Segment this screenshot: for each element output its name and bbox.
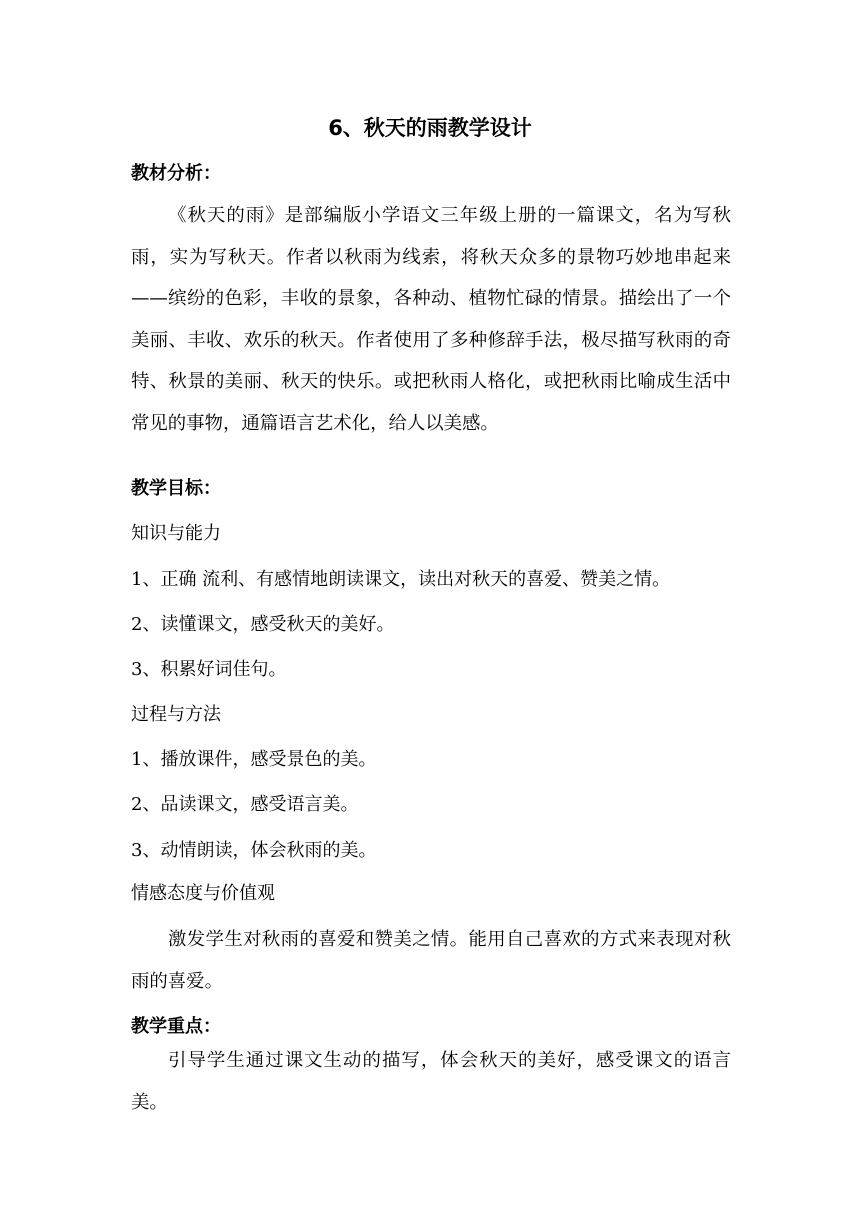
subheading-emotion-values: 情感态度与价值观 <box>131 883 275 904</box>
heading-material-analysis: 教材分析： <box>131 163 221 184</box>
goal-knowledge-item: 2、读懂课文，感受秋天的美好。 <box>131 614 395 635</box>
goal-knowledge-item: 1、正确 流利、有感情地朗读课文，读出对秋天的喜爱、赞美之情。 <box>131 569 671 590</box>
document-title: 6、秋天的雨教学设计 <box>328 116 532 140</box>
goal-process-item: 3、动情朗读，体会秋雨的美。 <box>131 840 377 861</box>
analysis-paragraph: 《秋天的雨》是部编版小学语文三年级上册的一篇课文，名为写秋雨，实为写秋天。作者以秋雨为线索，将秋天众多的景物巧妙地串起来——缤纷的色彩，丰收的景象，各种动、植物忙碌的情景。描绘出了一个美丽、丰收、欢乐的秋天。作者使用了多种修辞手法，极尽描写秋雨的奇特、秋景的美丽、秋天的快乐。或把秋雨人格化，或把秋雨比喻成生活中常见的事物，通篇语言艺术化，给人以美感。 <box>131 205 731 434</box>
goal-process-item: 2、品读课文，感受语言美。 <box>131 794 359 815</box>
goal-process-item: 1、播放课件，感受景色的美。 <box>131 749 377 770</box>
emotion-paragraph: 激发学生对秋雨的喜爱和赞美之情。能用自己喜欢的方式来表现对秋雨的喜爱。 <box>131 929 731 992</box>
focus-paragraph: 引导学生通过课文生动的描写，体会秋天的美好，感受课文的语言美。 <box>131 1050 731 1113</box>
heading-teaching-focus: 教学重点： <box>131 1016 221 1037</box>
subheading-knowledge-ability: 知识与能力 <box>131 523 221 544</box>
heading-teaching-goals: 教学目标： <box>131 478 221 499</box>
goal-knowledge-item: 3、积累好词佳句。 <box>131 659 287 680</box>
subheading-process-method: 过程与方法 <box>131 704 221 725</box>
